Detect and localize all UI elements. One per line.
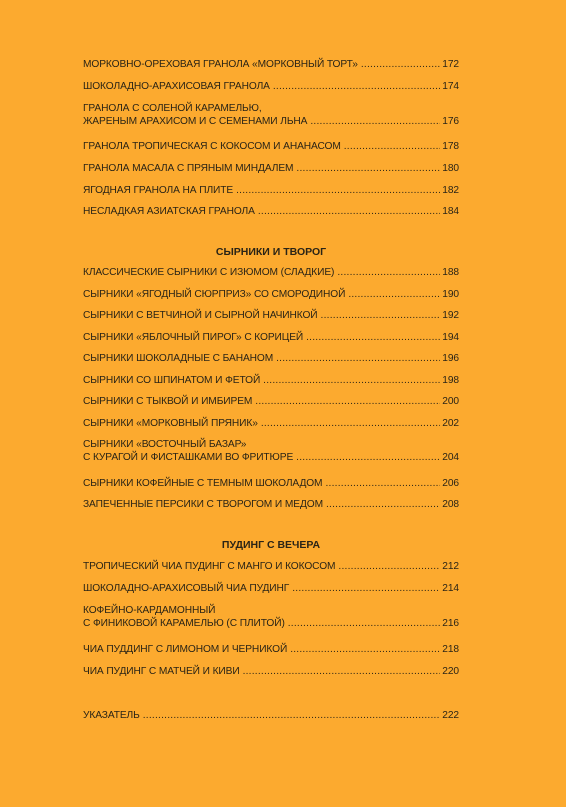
page-number: 206 [442,478,459,489]
entry-row [83,58,459,71]
dot-leader [344,140,441,153]
entry-title: С КУРАГОЙ И ФИСТАШКАМИ ВО ФРИТЮРЕ [83,452,294,463]
section-heading: ПУДИНГ С ВЕЧЕРА [221,539,321,551]
entry-row [83,643,459,656]
dot-leader [258,205,440,218]
dot-leader [310,115,440,128]
dot-leader [263,374,440,387]
toc-entry[interactable] [83,395,459,408]
dot-leader [321,309,441,322]
entry-title: СЫРНИКИ «ЯГОДНЫЙ СЮРПРИЗ» СО СМОРОДИНОЙ [83,289,346,300]
entry-title: ЗАПЕЧЕННЫЕ ПЕРСИКИ С ТВОРОГОМ И МЕДОМ [83,499,323,510]
page-number: 216 [442,618,459,629]
entry-title: СЫРНИКИ СО ШПИНАТОМ И ФЕТОЙ [83,375,261,386]
entry-title: СЫРНИКИ ШОКОЛАДНЫЕ С БАНАНОМ [83,353,274,364]
page-number: 176 [442,116,459,127]
dot-leader [276,352,440,365]
dot-leader [255,395,440,408]
entry-row [83,417,459,430]
toc-entry[interactable] [83,709,459,722]
entry-row [83,395,459,408]
entry-title: ЧИА ПУДДИНГ С ЛИМОНОМ И ЧЕРНИКОЙ [83,644,288,655]
dot-leader [337,266,440,279]
entry-title: ШОКОЛАДНО-АРАХИСОВАЯ ГРАНОЛА [83,81,270,92]
page-number: 182 [442,185,459,196]
entry-row [83,331,459,344]
dot-leader [143,709,441,722]
entry-row [83,115,459,128]
dot-leader [288,617,441,630]
page-number: 218 [442,644,459,655]
page-number: 184 [442,206,459,217]
page-number: 202 [442,418,459,429]
entry-title: ГРАНОЛА МАСАЛА С ПРЯНЫМ МИНДАЛЕМ [83,163,294,174]
toc-entry[interactable] [83,417,459,430]
page-number: 220 [442,666,459,677]
page-number: 204 [442,452,459,463]
page-number: 208 [442,499,459,510]
page-number: 194 [442,332,459,343]
entry-title: ЧИА ПУДИНГ С МАТЧЕЙ И КИВИ [83,666,240,677]
entry-row [83,451,459,464]
page-number: 172 [442,59,459,70]
entry-row [83,560,459,573]
toc-entry[interactable] [83,331,459,344]
page-number: 214 [442,583,459,594]
toc-entry[interactable] [83,266,459,279]
toc-entry[interactable] [83,80,459,93]
toc-entry[interactable] [83,184,459,197]
toc-entry[interactable] [83,58,459,71]
toc-entry[interactable] [83,438,459,464]
dot-leader [273,80,440,93]
entry-row [83,617,459,630]
toc-entry[interactable] [83,140,459,153]
entry-title: ЯГОДНАЯ ГРАНОЛА НА ПЛИТЕ [83,185,234,196]
toc-entry[interactable] [83,352,459,365]
dot-leader [292,582,440,595]
entry-title: ГРАНОЛА ТРОПИЧЕСКАЯ С КОКОСОМ И АНАНАСОМ [83,141,341,152]
entry-row [83,140,459,153]
toc-entry[interactable] [83,162,459,175]
entry-row [83,477,459,490]
entry-row [83,162,459,175]
entry-title: КЛАССИЧЕСКИЕ СЫРНИКИ С ИЗЮМОМ (СЛАДКИЕ) [83,267,335,278]
entry-title: СЫРНИКИ «МОРКОВНЫЙ ПРЯНИК» [83,418,258,429]
dot-leader [348,288,440,301]
toc-entry[interactable] [83,643,459,656]
entry-title: СЫРНИКИ С ТЫКВОЙ И ИМБИРЕМ [83,396,253,407]
dot-leader [338,560,440,573]
entry-row [83,288,459,301]
section-heading: СЫРНИКИ И ТВОРОГ [215,246,327,258]
entry-title: ЖАРЕНЫМ АРАХИСОМ И С СЕМЕНАМИ ЛЬНА [83,116,308,127]
entry-title: НЕСЛАДКАЯ АЗИАТСКАЯ ГРАНОЛА [83,206,255,217]
entry-row [83,665,459,678]
entry-title: СЫРНИКИ «ЯБЛОЧНЫЙ ПИРОГ» С КОРИЦЕЙ [83,332,304,343]
entry-row [83,709,459,722]
toc-entry[interactable] [83,560,459,573]
entry-row [83,352,459,365]
page-number: 188 [442,267,459,278]
page-number: 198 [442,375,459,386]
entry-title-line: КОФЕЙНО-КАРДАМОННЫЙ [83,605,216,616]
page-number: 192 [442,310,459,321]
page-number: 222 [442,710,459,721]
toc-entry[interactable] [83,582,459,595]
toc-entry[interactable] [83,604,459,630]
entry-title: МОРКОВНО-ОРЕХОВАЯ ГРАНОЛА «МОРКОВНЫЙ ТОРТ» [83,59,358,70]
entry-row [83,374,459,387]
entry-row [83,184,459,197]
page-number: 212 [442,561,459,572]
toc-entry[interactable] [83,498,459,511]
dot-leader [296,162,440,175]
toc-entry[interactable] [83,665,459,678]
dot-leader [236,184,440,197]
entry-row [83,309,459,322]
page-number: 180 [442,163,459,174]
dot-leader [261,417,440,430]
entry-title-line: СЫРНИКИ «ВОСТОЧНЫЙ БАЗАР» [83,439,247,450]
toc-entry[interactable] [83,309,459,322]
toc-entry[interactable] [83,288,459,301]
entry-title: СЫРНИКИ КОФЕЙНЫЕ С ТЕМНЫМ ШОКОЛАДОМ [83,478,323,489]
page-number: 174 [442,81,459,92]
toc-entry[interactable] [83,374,459,387]
page-number: 190 [442,289,459,300]
entry-title: ШОКОЛАДНО-АРАХИСОВЫЙ ЧИА ПУДИНГ [83,583,290,594]
entry-title: СЫРНИКИ С ВЕТЧИНОЙ И СЫРНОЙ НАЧИНКОЙ [83,310,318,321]
entry-title-line: ГРАНОЛА С СОЛЕНОЙ КАРАМЕЛЬЮ, [83,103,262,114]
entry-row [83,205,459,218]
dot-leader [296,451,440,464]
page-number: 200 [442,396,459,407]
entry-row [83,266,459,279]
entry-title: УКАЗАТЕЛЬ [83,710,140,721]
dot-leader [326,498,440,511]
entry-title: ТРОПИЧЕСКИЙ ЧИА ПУДИНГ С МАНГО И КОКОСОМ [83,561,336,572]
page-number: 178 [442,141,459,152]
toc-entry[interactable] [83,102,459,128]
entry-row [83,582,459,595]
page-number: 196 [442,353,459,364]
dot-leader [243,665,441,678]
toc-entry[interactable] [83,205,459,218]
entry-title: С ФИНИКОВОЙ КАРАМЕЛЬЮ (С ПЛИТОЙ) [83,618,285,629]
dot-leader [325,477,440,490]
dot-leader [290,643,440,656]
dot-leader [361,58,440,71]
entry-row [83,80,459,93]
dot-leader [306,331,440,344]
entry-row [83,498,459,511]
toc-entry[interactable] [83,477,459,490]
